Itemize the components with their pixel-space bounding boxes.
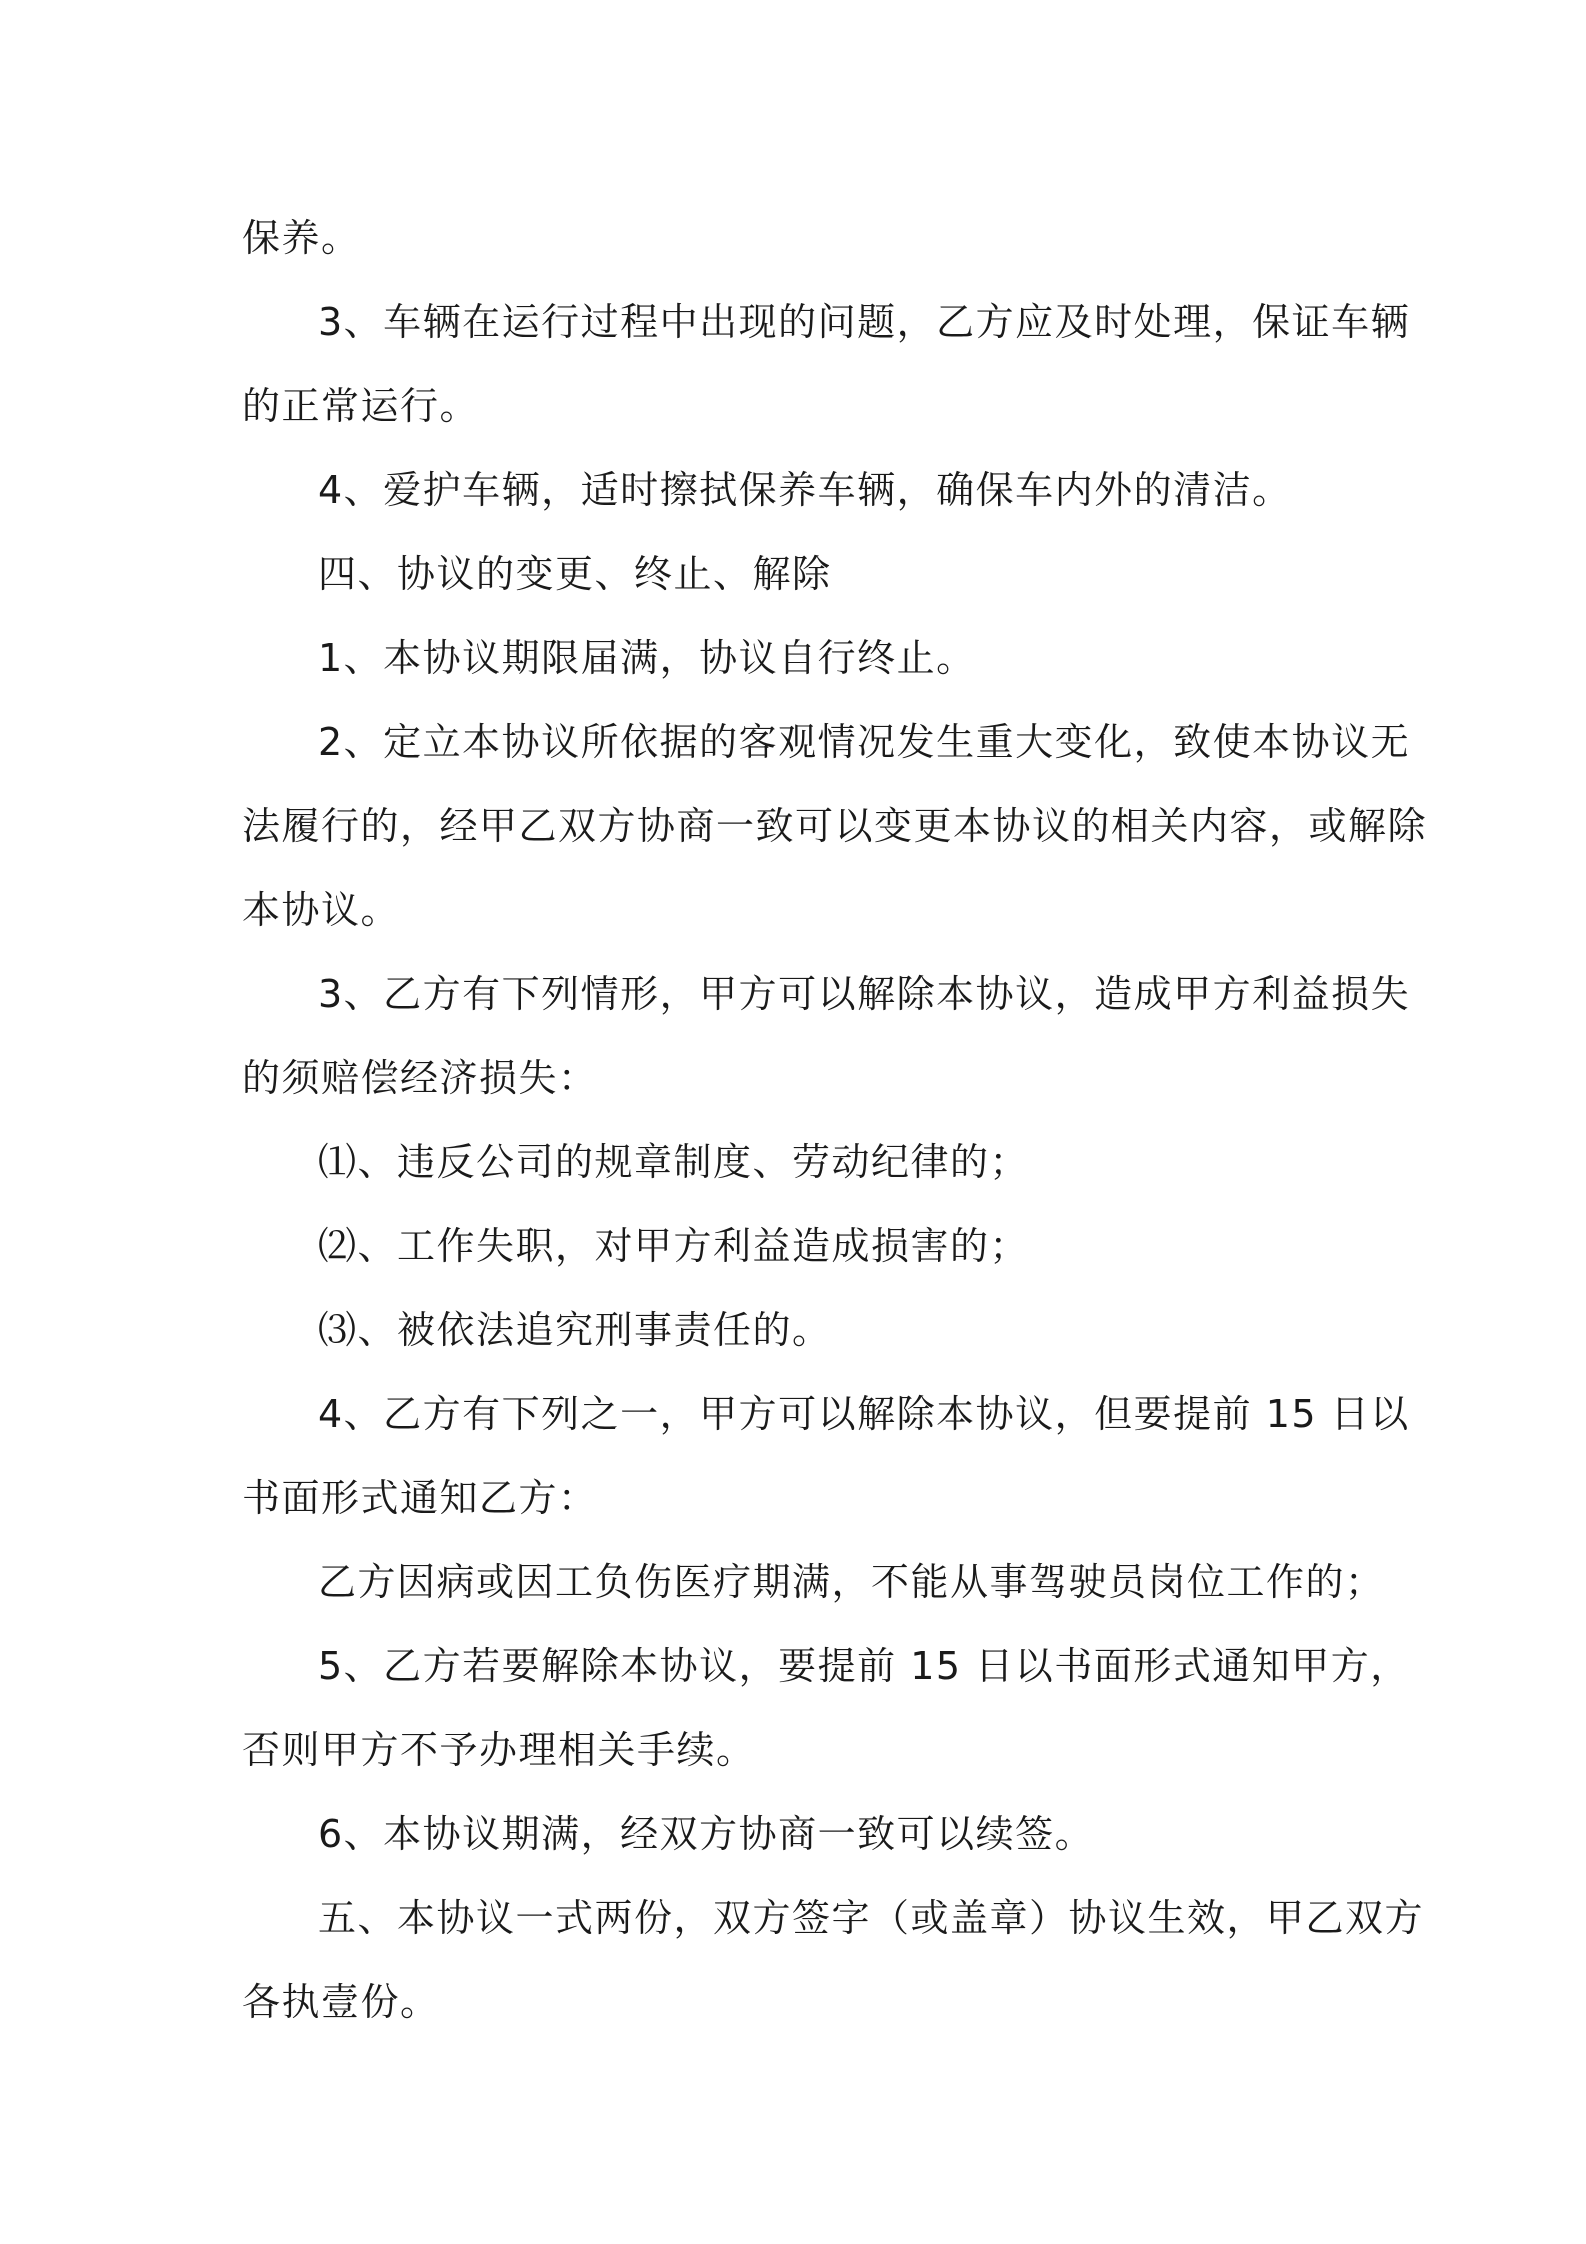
- text-line: 各执壹份。: [242, 1980, 440, 2024]
- text-line: 3、乙方有下列情形，甲方可以解除本协议，造成甲方利益损失: [318, 972, 1411, 1016]
- text-line: 3、车辆在运行过程中出现的问题，乙方应及时处理，保证车辆: [318, 300, 1411, 344]
- text-line: 乙方因病或因工负伤医疗期满，不能从事驾驶员岗位工作的；: [318, 1560, 1385, 1604]
- text-line: 5、乙方若要解除本协议，要提前 15 日以书面形式通知甲方，: [318, 1644, 1410, 1688]
- list-item: ⑴、违反公司的规章制度、劳动纪律的；: [318, 1140, 1030, 1184]
- text-line: 2、定立本协议所依据的客观情况发生重大变化，致使本协议无: [318, 720, 1411, 764]
- list-item: ⑵、工作失职，对甲方利益造成损害的；: [318, 1224, 1030, 1268]
- text-line: 本协议。: [242, 888, 401, 932]
- text-line: 4、乙方有下列之一，甲方可以解除本协议，但要提前 15 日以: [318, 1392, 1410, 1436]
- section-heading: 五、本协议一式两份，双方签字（或盖章）协议生效，甲乙双方: [318, 1896, 1425, 1940]
- document-body: [242, 196, 1428, 2044]
- text-line: 否则甲方不予办理相关手续。: [242, 1728, 756, 1772]
- text-line: 1、本协议期限届满，协议自行终止。: [318, 636, 976, 680]
- text-line: 书面形式通知乙方：: [242, 1476, 598, 1520]
- text-line: 6、本协议期满，经双方协商一致可以续签。: [318, 1812, 1095, 1856]
- list-item: ⑶、被依法追究刑事责任的。: [318, 1308, 832, 1352]
- text-line: 法履行的，经甲乙双方协商一致可以变更本协议的相关内容，或解除: [242, 804, 1428, 848]
- section-heading: 四、协议的变更、终止、解除: [318, 552, 832, 596]
- text-line: 保养。: [242, 216, 361, 260]
- text-line: 4、爱护车辆，适时擦拭保养车辆，确保车内外的清洁。: [318, 468, 1292, 512]
- text-line: 的须赔偿经济损失：: [242, 1056, 598, 1100]
- text-line: 的正常运行。: [242, 384, 480, 428]
